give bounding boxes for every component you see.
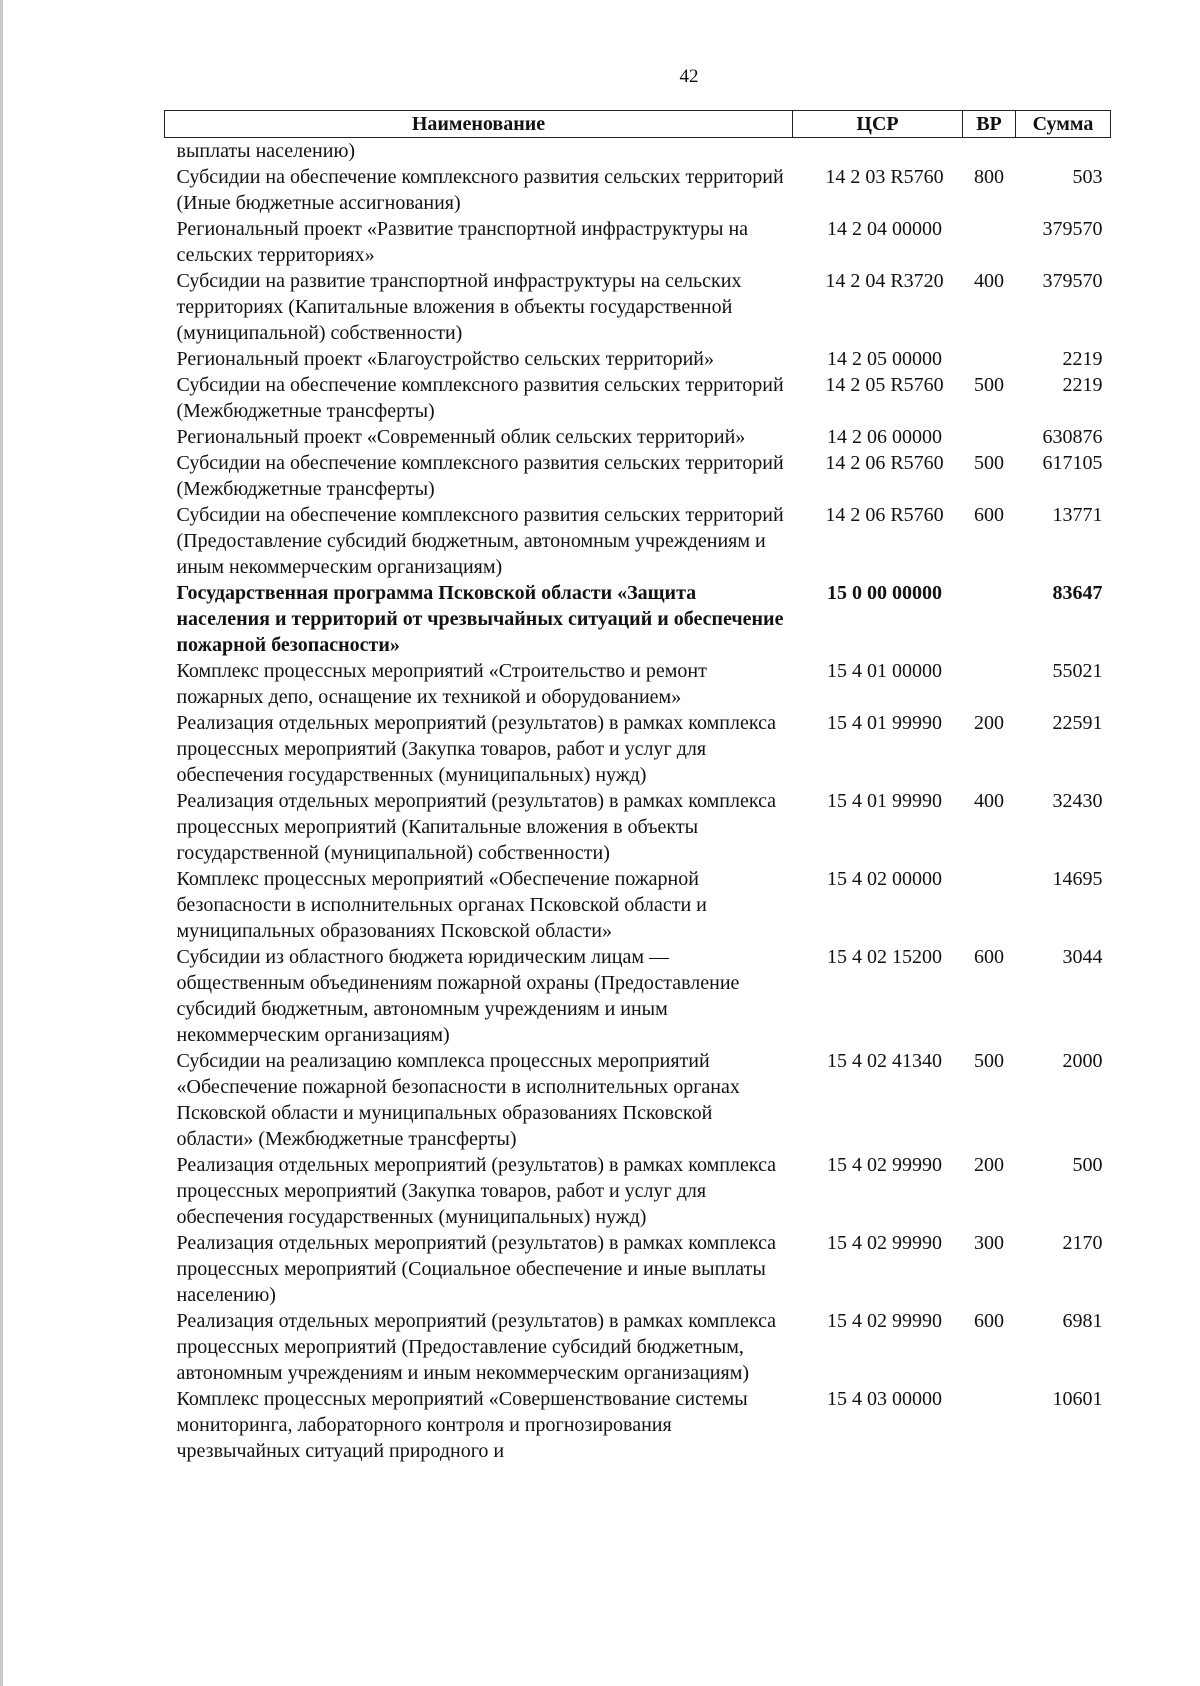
row-vr bbox=[963, 346, 1016, 372]
row-csr: 15 4 02 41340 bbox=[827, 1050, 942, 1072]
row-name: Субсидии из областного бюджета юридическим лицам — общественным объединениям пожарной охраны (Предоставление субсидий бюджетным, автономным учреждениям и иным некоммерческим организациям) bbox=[176, 946, 740, 1046]
table-row bbox=[165, 1308, 1111, 1386]
row-sum: 2219 bbox=[1062, 348, 1103, 370]
row-sum: 22591 bbox=[1052, 712, 1103, 734]
table-row bbox=[165, 450, 1111, 502]
row-csr: 14 2 05 00000 bbox=[827, 348, 942, 370]
row-csr: 14 2 06 R5760 bbox=[825, 504, 944, 526]
row-vr: 200 bbox=[974, 1154, 1004, 1176]
table-row bbox=[165, 866, 1111, 944]
row-sum: 379570 bbox=[1042, 218, 1103, 240]
row-sum: 83647 bbox=[1052, 582, 1103, 604]
row-sum: 500 bbox=[1072, 1154, 1103, 1176]
row-csr: 15 4 01 99990 bbox=[827, 790, 942, 812]
row-vr: 400 bbox=[974, 270, 1004, 292]
table-row bbox=[165, 138, 1111, 165]
row-name: Региональный проект «Развитие транспортной инфраструктуры на сельских территориях» bbox=[176, 218, 749, 266]
row-csr: 15 0 00 00000 bbox=[827, 582, 942, 604]
row-vr: 600 bbox=[974, 946, 1004, 968]
header-name: Наименование bbox=[165, 111, 793, 138]
row-sum: 2170 bbox=[1062, 1232, 1103, 1254]
table-row bbox=[165, 1230, 1111, 1308]
row-name: Реализация отдельных мероприятий (результатов) в рамках комплекса процессных мероприятий (Социальное обеспечение и иные выплаты населению) bbox=[176, 1232, 777, 1306]
row-vr: 600 bbox=[974, 504, 1004, 526]
table-row bbox=[165, 658, 1111, 710]
table-row bbox=[165, 710, 1111, 788]
row-name: Субсидии на обеспечение комплексного развития сельских территорий (Предоставление субсидий бюджетным, автономным учреждениям и иным некоммерческим организациям) bbox=[176, 504, 784, 578]
table-row bbox=[165, 788, 1111, 866]
row-sum: 379570 bbox=[1042, 270, 1103, 292]
row-csr: 15 4 02 99990 bbox=[827, 1310, 942, 1332]
row-sum: 14695 bbox=[1052, 868, 1103, 890]
table-row bbox=[165, 372, 1111, 424]
row-csr: 15 4 02 15200 bbox=[827, 946, 942, 968]
row-name: Реализация отдельных мероприятий (результатов) в рамках комплекса процессных мероприятий (Закупка товаров, работ и услуг для обеспечения государственных (муниципальных) нужд) bbox=[176, 1154, 777, 1228]
row-csr bbox=[793, 138, 963, 165]
row-csr: 15 4 02 00000 bbox=[827, 868, 942, 890]
row-name: Субсидии на реализацию комплекса процессных мероприятий «Обеспечение пожарной безопасности в исполнительных органах Псковской области и муниципальных образованиях Псковской области» (Межбюджетные трансферты) bbox=[176, 1050, 740, 1150]
table-row bbox=[165, 580, 1111, 658]
row-vr: 300 bbox=[974, 1232, 1004, 1254]
row-vr bbox=[963, 138, 1016, 165]
table-row bbox=[165, 164, 1111, 216]
table-row bbox=[165, 424, 1111, 450]
table-header bbox=[165, 111, 1111, 138]
row-name: Субсидии на обеспечение комплексного развития сельских территорий (Межбюджетные трансферты) bbox=[176, 374, 784, 422]
row-vr: 200 bbox=[974, 712, 1004, 734]
row-sum: 6981 bbox=[1062, 1310, 1103, 1332]
row-name: Реализация отдельных мероприятий (результатов) в рамках комплекса процессных мероприятий (Капитальные вложения в объекты государственной (муниципальной) собственности) bbox=[176, 790, 777, 864]
row-csr: 14 2 04 R3720 bbox=[825, 270, 944, 292]
row-vr: 400 bbox=[974, 790, 1004, 812]
row-csr: 15 4 01 99990 bbox=[827, 712, 942, 734]
row-vr bbox=[963, 216, 1016, 268]
row-vr bbox=[963, 1386, 1016, 1464]
row-name: Региональный проект «Современный облик сельских территорий» bbox=[176, 426, 746, 448]
row-sum: 630876 bbox=[1042, 426, 1103, 448]
row-name: Реализация отдельных мероприятий (результатов) в рамках комплекса процессных мероприятий (Предоставление субсидий бюджетным, автономным учреждениям и иным некоммерческим организациям) bbox=[176, 1310, 777, 1384]
row-csr: 15 4 02 99990 bbox=[827, 1232, 942, 1254]
table-row bbox=[165, 216, 1111, 268]
page-number: 42 bbox=[679, 66, 699, 87]
row-name: Комплекс процессных мероприятий «Совершенствование системы мониторинга, лабораторного контроля и прогнозирования чрезвычайных ситуаций природного и bbox=[176, 1388, 748, 1462]
row-vr: 500 bbox=[974, 452, 1004, 474]
row-sum: 55021 bbox=[1052, 660, 1103, 682]
row-csr: 14 2 05 R5760 bbox=[825, 374, 944, 396]
row-name: Субсидии на обеспечение комплексного развития сельских территорий (Межбюджетные трансферты) bbox=[176, 452, 784, 500]
table-row bbox=[165, 1152, 1111, 1230]
row-name: Субсидии на развитие транспортной инфраструктуры на сельских территориях (Капитальные вложения в объекты государственной (муниципальной) собственности) bbox=[176, 270, 742, 344]
row-csr: 14 2 03 R5760 bbox=[825, 166, 944, 188]
row-vr bbox=[963, 866, 1016, 944]
row-name: Реализация отдельных мероприятий (результатов) в рамках комплекса процессных мероприятий (Закупка товаров, работ и услуг для обеспечения государственных (муниципальных) нужд) bbox=[176, 712, 777, 786]
row-sum: 2000 bbox=[1062, 1050, 1103, 1072]
row-csr: 14 2 06 00000 bbox=[827, 426, 942, 448]
row-csr: 15 4 03 00000 bbox=[827, 1388, 942, 1410]
table-row bbox=[165, 1386, 1111, 1464]
table-row bbox=[165, 502, 1111, 580]
row-vr bbox=[963, 658, 1016, 710]
row-vr bbox=[963, 580, 1016, 658]
row-sum: 13771 bbox=[1052, 504, 1103, 526]
table-row bbox=[165, 944, 1111, 1048]
row-vr: 600 bbox=[974, 1310, 1004, 1332]
row-vr: 500 bbox=[974, 374, 1004, 396]
row-csr: 14 2 04 00000 bbox=[827, 218, 942, 240]
row-csr: 15 4 01 00000 bbox=[827, 660, 942, 682]
row-sum: 32430 bbox=[1052, 790, 1103, 812]
row-csr: 14 2 06 R5760 bbox=[825, 452, 944, 474]
header-row bbox=[165, 111, 1111, 138]
table-row bbox=[165, 268, 1111, 346]
row-name: Субсидии на обеспечение комплексного развития сельских территорий (Иные бюджетные ассигнования) bbox=[176, 166, 784, 214]
row-sum: 10601 bbox=[1052, 1388, 1103, 1410]
table-row bbox=[165, 1048, 1111, 1152]
row-name: Комплекс процессных мероприятий «Строительство и ремонт пожарных депо, оснащение их техникой и оборудованием» bbox=[176, 660, 707, 708]
row-vr bbox=[963, 424, 1016, 450]
row-name: Комплекс процессных мероприятий «Обеспечение пожарной безопасности в исполнительных органах Псковской области и муниципальных образованиях Псковской области» bbox=[176, 868, 707, 942]
budget-table bbox=[164, 110, 1111, 1464]
row-sum: 3044 bbox=[1062, 946, 1103, 968]
row-name: Региональный проект «Благоустройство сельских территорий» bbox=[176, 348, 714, 370]
row-sum: 617105 bbox=[1042, 452, 1103, 474]
row-sum bbox=[1016, 138, 1111, 165]
row-sum: 2219 bbox=[1062, 374, 1103, 396]
row-name: выплаты населению) bbox=[176, 140, 356, 162]
header-csr: ЦСР bbox=[793, 111, 963, 138]
scan-edge bbox=[0, 0, 3, 1686]
table-row bbox=[165, 346, 1111, 372]
header-vr: ВР bbox=[963, 111, 1016, 138]
table-body bbox=[165, 138, 1111, 1465]
row-vr: 500 bbox=[974, 1050, 1004, 1072]
row-name: Государственная программа Псковской области «Защита населения и территорий от чрезвычайных ситуаций и обеспечение пожарной безопасности» bbox=[176, 582, 784, 656]
row-sum: 503 bbox=[1072, 166, 1103, 188]
row-vr: 800 bbox=[974, 166, 1004, 188]
header-sum: Сумма bbox=[1016, 111, 1111, 138]
row-csr: 15 4 02 99990 bbox=[827, 1154, 942, 1176]
